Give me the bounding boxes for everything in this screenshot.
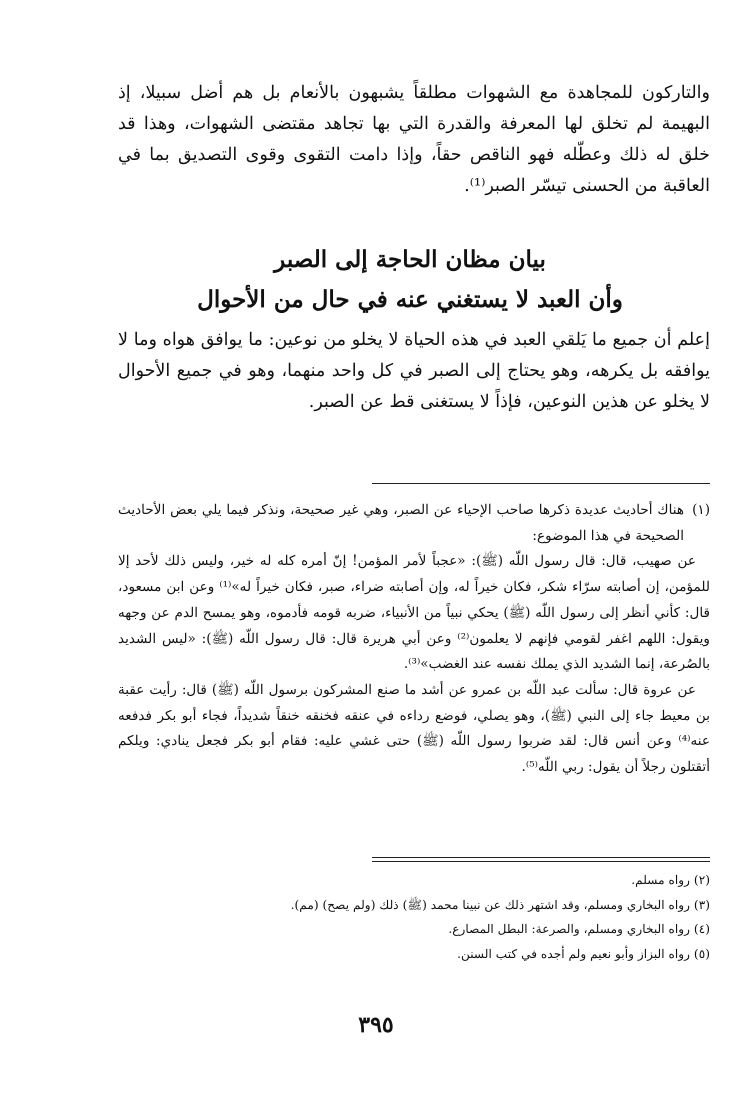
reference-notes [118,868,710,966]
notes-separator-top [372,857,710,858]
main-paragraph: إعلم أن جميع ما يَلقي العبد في هذه الحياة لا يخلو من نوعين: ما يوافق هواه وما لا يوافقه بل يكرهه، وهو يحتاج إلى الصبر في كل واحد منهما، وهو في جميع الأحوال لا يخلو عن هذين النوعين، فإذاً لا يستغنى قط عن الصبر. [118,330,710,412]
footnote-1-number: (١) [692,502,710,518]
section-heading-line-2: وأن العبد لا يستغني عنه في حال من الأحوال [197,286,623,313]
intro-paragraph: والتاركون للمجاهدة مع الشهوات مطلقاً يشبهون بالأنعام بل هم أضل سبيلا، إذ البهيمة لم تخلق لها المعرفة والقدرة التي بها تجاهد مقتضى الشهوات، وهذا قد خلق له ذلك وعطّله فهو الناقص حقاً، وإذا دامت التقوى وقوى التصديق بما في العاقبة من الحسنى تيسّر الصبر⁽¹⁾. [118,83,710,196]
footnote-1-hadith-1: عن صهيب، قال: قال رسول اللّه (ﷺ): «عجباً لأمر المؤمن! إنّ أمره كله له خير، وليس ذلك لأحد إلا للمؤمن، إن أصابته سرّاء شكر، فكان خيراً له، وإن أصابته ضراء، صبر، فكان خيراً له»⁽¹⁾ وعن ابن مسعود، قال: كأني أنظر إلى رسول اللّه (ﷺ) يحكي نبياً من الأنبياء، ضربه قومه فأدموه، وهو يمسح الدم عن وجهه ويقول: اللهم اغفر لقومي فإنهم لا يعلمون⁽²⁾ وعن أبي هريرة قال: قال رسول اللّه (ﷺ): «ليس الشديد بالصُرعة، إنما الشديد الذي يملك نفسه عند الغضب»⁽³⁾. [118,553,711,673]
note-3: (٣) رواه البخاري ومسلم، وقد اشتهر ذلك عن نبينا محمد (ﷺ) ذلك (ولم يصح) (مم). [290,897,710,912]
footnote-separator [372,483,710,484]
page-number: ٣٩٥ [358,1012,394,1038]
footnote-1-hadith-2: عن عروة قال: سألت عبد اللّه بن عمرو عن أشد ما صنع المشركون برسول اللّه (ﷺ) قال: رأيت عقبة بن معيط جاء إلى النبي (ﷺ)، وهو يصلي، فوضع رداءه في عنقه فخنقه خنقاً شديداً، فجاء أبو بكر فدفعه عنه⁽⁴⁾ وعن أنس قال: لقد ضربوا رسول اللّه (ﷺ) حتى غشي عليه: فقام أبو بكر فجعل ينادي: ويلكم أتقتلون رجلاً أن يقول: ربي اللّه⁽⁵⁾. [118,681,710,776]
note-4: (٤) رواه البخاري ومسلم، والصرعة: البطل المصارع. [448,922,710,936]
note-5: (٥) رواه البزاز وأبو نعيم ولم أجده في كتب السنن. [457,946,710,961]
note-2: (٢) رواه مسلم. [631,873,710,887]
footnote-1-intro-text: هناك أحاديث عديدة ذكرها صاحب الإحياء عن الصبر، وهي غير صحيحة، ونذكر فيما يلي بعض الأحاديث الصحيحة في هذا الموضوع: [118,502,684,544]
footnote-1 [118,498,710,781]
notes-separator-bottom [372,861,710,862]
footnote-1-intro [118,498,710,549]
section-heading-line-1: بيان مظان الحاجة إلى الصبر [274,246,546,273]
